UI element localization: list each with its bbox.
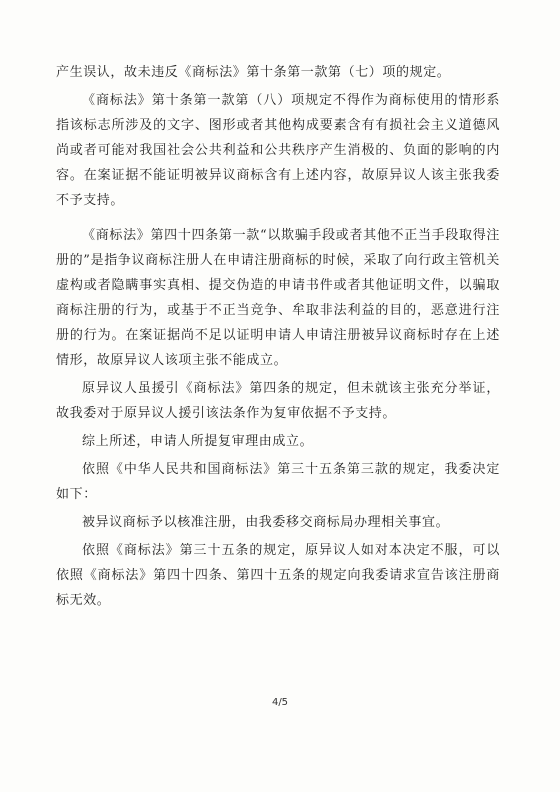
paragraph-summary: 综上所述，申请人所提复审理由成立。 <box>82 434 314 449</box>
paragraph-legal-basis: 依照《中华人民共和国商标法》第三十五条第三款的规定，我委决定如下： <box>56 462 500 502</box>
page-number: 4/5 <box>271 697 289 708</box>
document-body <box>56 60 500 613</box>
paragraph-article-4: 原异议人虽援引《商标法》第四条的规定，但未就该主张充分举证，故我委对于原异议人援引该法条作为复审依据不予支持。 <box>56 381 500 421</box>
paragraph-decision: 被异议商标予以核准注册，由我委移交商标局办理相关事宜。 <box>82 515 450 530</box>
paragraph-appeal-notice: 依照《商标法》第三十五条的规定，原异议人如对本决定不服，可以依照《商标法》第四十四条、第四十五条的规定向我委请求宣告该注册商标无效。 <box>56 543 500 608</box>
paragraph-article-10-8: 《商标法》第十条第一款第（八）项规定不得作为商标使用的情形系指该标志所涉及的文字、图形或者其他构成要素含有有损社会主义道德风尚或者可能对我国社会公共利益和公共秩序产生消极的、负面的影响的内容。在案证据不能证明被异议商标含有上述内容，故原异议人该主张我委不予支持。 <box>56 93 500 208</box>
paragraph-continuation: 产生误认，故未违反《商标法》第十条第一款第（七）项的规定。 <box>56 65 451 80</box>
paragraph-article-44: 《商标法》第四十四条第一款“以欺骗手段或者其他不正当手段取得注册的”是指争议商标注册人在申请注册商标的时候，采取了向行政主管机关虚构或者隐瞒事实真相、提交伪造的申请书件或者其他证明文件，以骗取商标注册的行为，或基于不正当竞争、牟取非法利益的目的，恶意进行注册的行为。在案证据尚不足以证明申请人申请注册被异议商标时存在上述情形，故原异议人该项主张不能成立。 <box>56 228 500 368</box>
